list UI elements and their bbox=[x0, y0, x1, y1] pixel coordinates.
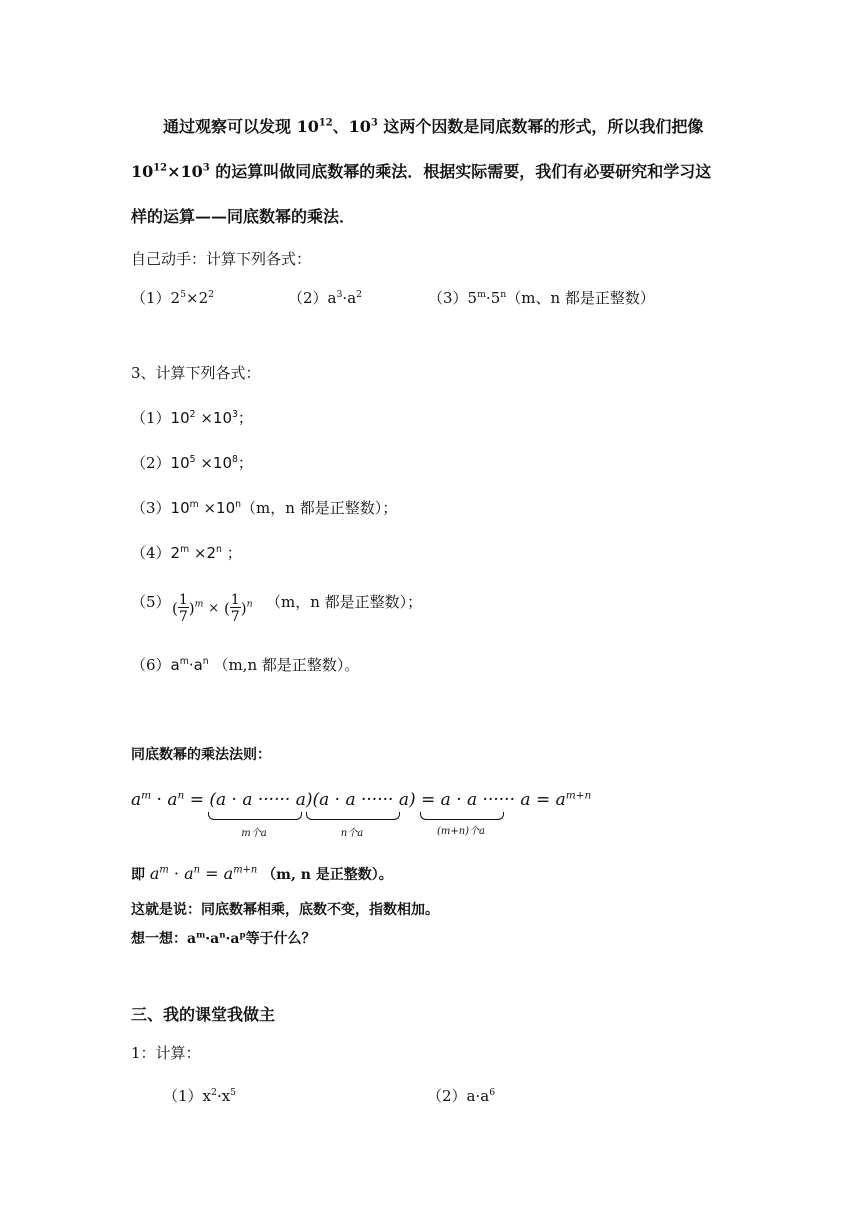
section3-q1: 1：计算： bbox=[131, 1044, 201, 1062]
exercise3-heading: 3、计算下列各式： bbox=[131, 364, 261, 382]
rule-statement: 这就是说：同底数幂相乘，底数不变，指数相加。 bbox=[131, 902, 439, 918]
underbrace-3 bbox=[420, 812, 504, 820]
exercise3-item-1: $(1)10^2 \times 10^3$； bbox=[131, 409, 253, 427]
intro-line-2: $10^{12}\times 10^3$ 的运算叫做同底数幂的乘法．根据实际需要，我们有必要研究和学习这 bbox=[131, 162, 712, 181]
section3-heading: 三、我的课堂我做主 bbox=[131, 1005, 276, 1024]
underbrace-label-1: m个a bbox=[241, 828, 267, 839]
self-practice-item-2: $(2)a^3\cdot a^2$ bbox=[288, 289, 363, 307]
exercise3-item-5-tail: （m，n 都是正整数）； bbox=[266, 593, 423, 611]
rule-formula: $a^m \cdot a^n = (a \cdot a$ ······ a)(a · a ······ a) = a · a ······ $a = a^{m+n}$ bbox=[131, 789, 592, 810]
fraction-denominator: 7 bbox=[178, 609, 188, 625]
self-practice-heading: 自己动手：计算下列各式： bbox=[131, 250, 312, 268]
exercise3-item-5-label: （5） bbox=[131, 593, 171, 611]
exercise3-item-6: $(6)a^m\cdot a^n$ （m,n 都是正整数）。 bbox=[131, 656, 360, 674]
fraction-numerator: 1 bbox=[178, 592, 188, 608]
exercise3-item-3: $(3)10^m \times 10^n(m$，n 都是正整数）； bbox=[131, 499, 398, 517]
exercise3-item-5-expr: ( $\frac{1}{7}$ )$^m$ × ( $\frac{1}{7}$ )$^n$ bbox=[172, 592, 253, 625]
intro-line-3: 样的运算——同底数幂的乘法． bbox=[131, 207, 356, 226]
underbrace-label-2: n个a bbox=[340, 828, 364, 839]
think-question: 想一想：$a^m\cdot a^n\cdot a^p$等于什么？ bbox=[131, 930, 316, 947]
intro-line-1: 通过观察可以发现 $10^{12}$、$10^3$ 这两个因数是同底数幂的形式，所以我们把像 bbox=[163, 117, 704, 136]
underbrace-1 bbox=[208, 812, 302, 820]
fraction-denominator: 7 bbox=[230, 609, 240, 625]
rule-restatement: 即 $a^m \cdot a^n = a^{m+n}$ （m, n 是正整数）。 bbox=[131, 864, 393, 883]
section3-item-1: $(1)x^2\cdot x^5$ bbox=[163, 1087, 237, 1105]
exercise3-item-2: $(2)10^5 \times 10^8$； bbox=[131, 454, 253, 472]
self-practice-item-1: $(1)2^5\times 2^2$ bbox=[131, 289, 215, 307]
exercise3-item-4: $(4)2^m \times 2^n$ ； bbox=[131, 544, 242, 562]
self-practice-item-3: $(3)5^m\cdot 5^n(m$、n 都是正整数） bbox=[428, 289, 655, 307]
fraction-numerator: 1 bbox=[230, 592, 240, 608]
underbrace-2 bbox=[306, 812, 400, 820]
underbrace-label-3: (m+n)个a bbox=[436, 826, 486, 837]
section3-item-2: $(2)a\cdot a^6$ bbox=[427, 1087, 496, 1105]
rule-heading: 同底数幂的乘法法则： bbox=[131, 747, 271, 763]
